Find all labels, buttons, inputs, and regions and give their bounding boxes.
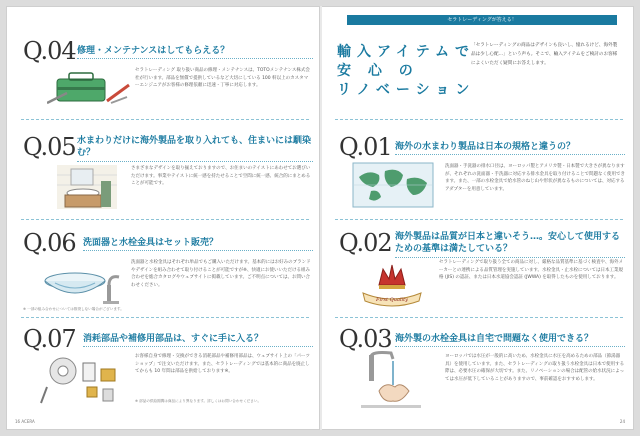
feature-headline (337, 43, 475, 100)
title-underline (395, 257, 625, 258)
answer-text: さまざまなデザインを取り揃えておりますので、お住まいのテイストにあわせてお選びいただけます。事業やテイストに統一感を持たせることで空間に統一感、統合的にまとめることが可能です。 (131, 166, 311, 186)
page-footer: 16 ACERA (15, 419, 35, 424)
question-title: 洗面器と水栓金具はセット販売？ (83, 238, 219, 248)
qa-q07 (7, 317, 319, 423)
answer-text: 洗面器と水栓金具はそれぞれ単品でもご購入いただけます。基本的にはお好みのブランドやデザインを組み合わせて取り付けることが可能ですが※、快適にお使いいただける組み合わせを総合カタログやウェブサイトに掲載しています。ご不明点については、お問い合わせください。 (131, 260, 311, 288)
parts-illustration (37, 351, 129, 405)
title-underline (77, 161, 313, 162)
qa-q04 (7, 7, 319, 111)
answer-text: 洗面器・手洗器の排水口径は、ヨーロッパ製とアメリカ製・日本製で大きさが異なりますが、それぞれの洗面器・手洗器に対応する排水金具を取り付けることで問題なく使用できます。また、一部の水栓金具で給水管のねじ山や形状が異なるものについては、対応するアダプターを用意しています。 (445, 164, 625, 192)
question-title: 消耗部品や補修用部品は、すぐに手に入る？ (83, 334, 264, 344)
bathroom-illustration (57, 165, 117, 209)
title-underline (83, 250, 313, 251)
question-number: Q.03 (339, 325, 392, 353)
question-title: 海外製品は品質が日本と違いそう…。安心して使用するための基準は満たしている？ (395, 232, 621, 254)
magazine-spread (6, 6, 634, 430)
question-title: 水まわりだけに海外製品を取り入れても、住まいには馴染む？ (77, 136, 312, 158)
qa-q05 (7, 119, 319, 217)
faucet-hands-illustration (361, 351, 431, 411)
right-page (320, 6, 634, 430)
headline-line-2: 安 心 の (337, 63, 419, 79)
title-underline (77, 58, 313, 59)
quality-crest-illustration (357, 259, 427, 307)
intro-quote: 「セラトレーディングの商品はデザインも良いし、憧れるけど、海外製品は少し心配…」という声も。そこで、輸入アイテムをご検討のお客様によくいただく疑問にお答えします。 (471, 43, 618, 66)
question-number: Q.05 (23, 133, 76, 161)
question-title: 海外製の水栓金具は自宅で問題なく使用できる？ (395, 334, 594, 344)
answer-text: セラトレーディング 取り扱い商品の修理・メンテナンスは、TOTOメンテナンス株式会社が行います。部品を無償で提供しているなど大切にしている 100 軒以上のカスタマーエンジニアがお客様の修理依頼に迅速・丁寧に対応します。 (135, 68, 310, 88)
qa-q06 (7, 219, 319, 315)
qa-q01 (321, 119, 633, 217)
question-number: Q.04 (23, 37, 76, 65)
headline-line-3: リノベーション (337, 82, 476, 98)
left-page (6, 6, 320, 430)
spine-gutter (320, 6, 322, 430)
answer-text: ヨーロッパでは水圧が一般的に高いため、水栓金具に水圧を高めるための部品（節湯器具）を使用しています。また、セラトレーディングの取り扱う水栓金具は日本で使用する際は、必要水圧の確保が大切です。また、リノベーションの場合は配管の給水状況によっては水圧が低下していることがありますので、事前確認をおすすめします。 (445, 354, 625, 382)
feature-banner: セラトレーディングが答える！ (347, 15, 617, 25)
question-title: 修理・メンテナンスはしてもらえる？ (77, 46, 230, 56)
question-number: Q.01 (339, 133, 392, 161)
question-number: Q.02 (339, 229, 392, 257)
title-underline (83, 346, 313, 347)
qa-q02 (321, 219, 633, 315)
title-underline (395, 154, 625, 155)
basin-faucet-illustration (41, 261, 125, 307)
qa-q03 (321, 317, 633, 423)
headline-line-1: 輸入アイテムで (337, 44, 476, 60)
page-footer: 24 (619, 419, 625, 424)
title-underline (395, 346, 625, 347)
answer-text: お客様自身で修理・交換ができる消耗部品や補修用部品は、ウェブサイト上の「パーツショップ」で注文いただけます。また、セラトレーディングでは基本的に商品を廃止してからも 10 年間は部品を供給しております※。 (135, 354, 310, 374)
answer-text: セラトレーディングで取り扱う全ての商品に対し、厳格な品質基準に基づく検査や、海外メーカーとの連携による品質管理を実施しています。水栓金具・止水栓については日本工業規格 (JIS) の認証、または日本水道協会認証 (JWWA) を取得したものを使用しております。 (439, 260, 623, 280)
world-map-illustration (351, 161, 435, 209)
question-number: Q.06 (23, 229, 76, 257)
question-number: Q.07 (23, 325, 76, 353)
footnote: ※ 部品の供給期間は商品により異なります。詳しくはお問い合わせください。 (135, 399, 262, 403)
footnote: ※ 一部の組み合わせについては推奨しない場合がございます。 (23, 307, 124, 311)
question-title: 海外の水まわり製品は日本の規格と違うの？ (395, 142, 576, 152)
toolbox-illustration (47, 67, 131, 107)
crest-label: First Quality (376, 297, 408, 303)
